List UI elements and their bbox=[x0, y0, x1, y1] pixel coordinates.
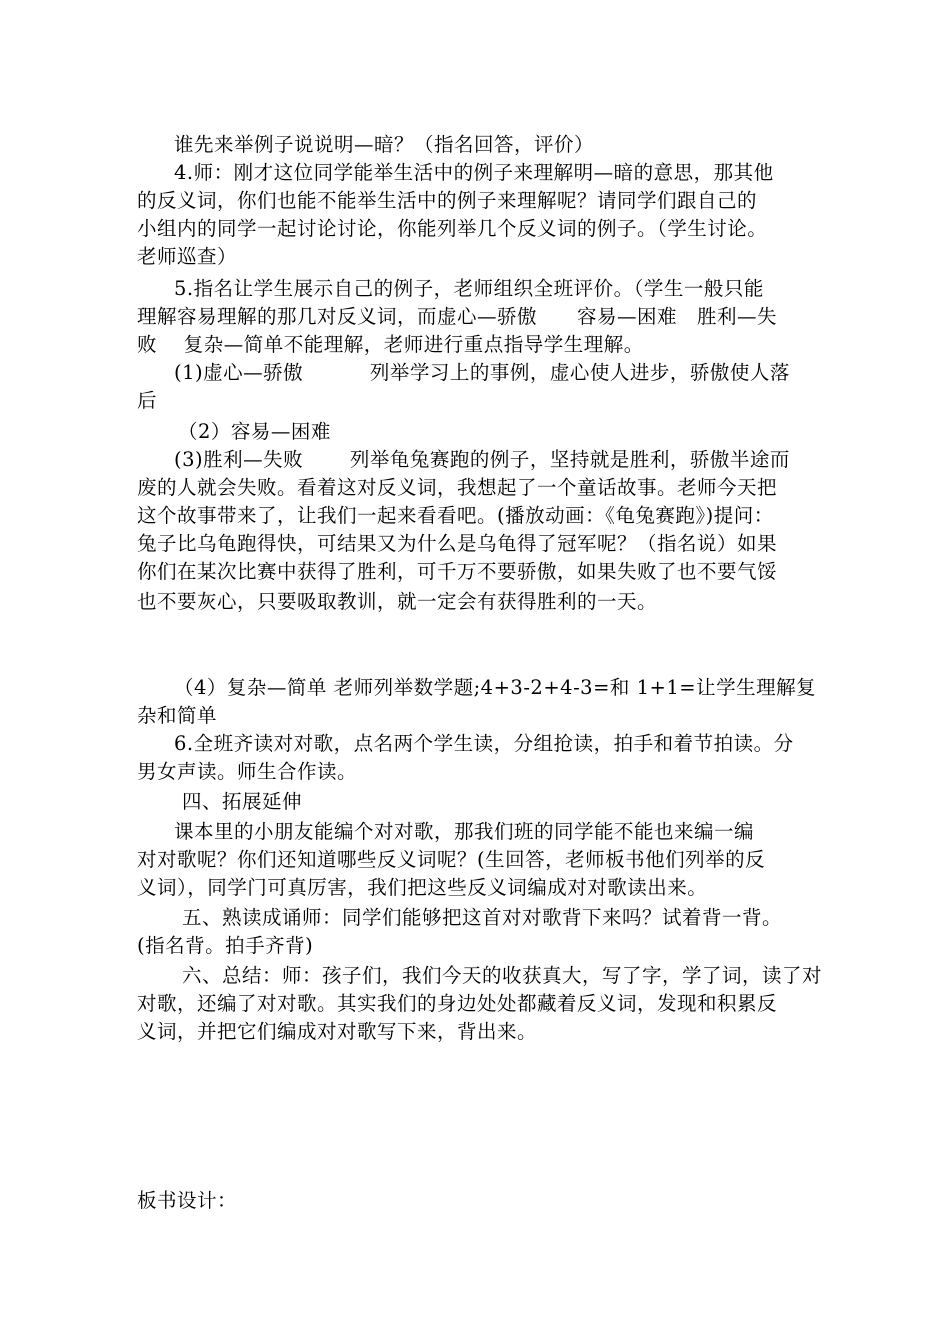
paragraph-line: 的反义词，你们也能不能举生活中的例子来理解呢？请同学们跟自己的 bbox=[137, 189, 758, 212]
paragraph-line: （4）复杂—简单 老师列举数学题;4+3-2+4-3=和 1+1=让学生理解复 bbox=[174, 676, 817, 699]
paragraph-line: (指名背。拍手齐背) bbox=[137, 934, 314, 957]
paragraph-line: 5.指名让学生展示自己的例子，老师组织全班评价。（学生一般只能 bbox=[174, 277, 764, 300]
paragraph-line: 义词，并把它们编成对对歌写下来，背出来。 bbox=[137, 1020, 538, 1043]
paragraph-line: （2）容易—困难 bbox=[178, 420, 331, 443]
paragraph-line: 五、熟读成诵师：同学们能够把这首对对歌背下来吗？试着背一背。 bbox=[182, 906, 783, 929]
paragraph-line: (3)胜利—失败 列举龟兔赛跑的例子，坚持就是胜利，骄傲半途而 bbox=[174, 448, 790, 471]
paragraph-line: 也不要灰心，只要吸取教训，就一定会有获得胜利的一天。 bbox=[137, 590, 658, 613]
paragraph-line: 4.师：刚才这位同学能举生活中的例子来理解明—暗的意思，那其他 bbox=[174, 161, 774, 184]
section-heading: 四、拓展延伸 bbox=[182, 790, 303, 813]
paragraph-line: 6.全班齐读对对歌，点名两个学生读，分组抢读，拍手和着节拍读。分 bbox=[174, 732, 794, 755]
paragraph-line: 小组内的同学一起讨论讨论，你能列举几个反义词的例子。（学生讨论。 bbox=[137, 217, 768, 240]
paragraph-line: 老师巡查） bbox=[137, 245, 238, 268]
paragraph-line: 废的人就会失败。看着这对反义词，我想起了一个童话故事。老师今天把 bbox=[137, 476, 778, 499]
paragraph-line: 杂和简单 bbox=[137, 704, 218, 727]
paragraph-line: 你们在某次比赛中获得了胜利，可千万不要骄傲，如果失败了也不要气馁 bbox=[137, 560, 778, 583]
paragraph-line: (1)虚心—骄傲 列举学习上的事例，虚心使人进步，骄傲使人落 bbox=[174, 361, 790, 384]
paragraph-line: 这个故事带来了，让我们一起来看看吧。(播放动画：《龟兔赛跑》)提问： bbox=[137, 504, 774, 527]
paragraph-line: 后 bbox=[137, 389, 158, 412]
paragraph-line: 对对歌呢？你们还知道哪些反义词呢？(生回答，老师板书他们列举的反 bbox=[137, 848, 766, 871]
paragraph-line: 理解容易理解的那几对反义词，而虚心—骄傲 容易—困难 胜利—失 bbox=[137, 305, 778, 328]
paragraph-line: 谁先来举例子说说明—暗？（指名回答，评价） bbox=[174, 133, 595, 156]
board-design-heading: 板书设计： bbox=[137, 1189, 238, 1212]
paragraph-line: 对歌，还编了对对歌。其实我们的身边处处都藏着反义词，发现和积累反 bbox=[137, 992, 778, 1015]
paragraph-line: 课本里的小朋友能编个对对歌，那我们班的同学能不能也来编一编 bbox=[174, 820, 755, 843]
paragraph-line: 兔子比乌龟跑得快，可结果又为什么是乌龟得了冠军呢？（指名说）如果 bbox=[137, 532, 778, 555]
paragraph-line: 义词），同学门可真厉害，我们把这些反义词编成对对歌读出来。 bbox=[137, 876, 708, 899]
paragraph-line: 六、总结：师：孩子们，我们今天的收获真大，写了字，学了词，读了对 bbox=[182, 964, 823, 987]
paragraph-line: 男女声读。师生合作读。 bbox=[137, 760, 358, 783]
paragraph-line: 败 复杂—简单不能理解，老师进行重点指导学生理解。 bbox=[137, 333, 644, 356]
